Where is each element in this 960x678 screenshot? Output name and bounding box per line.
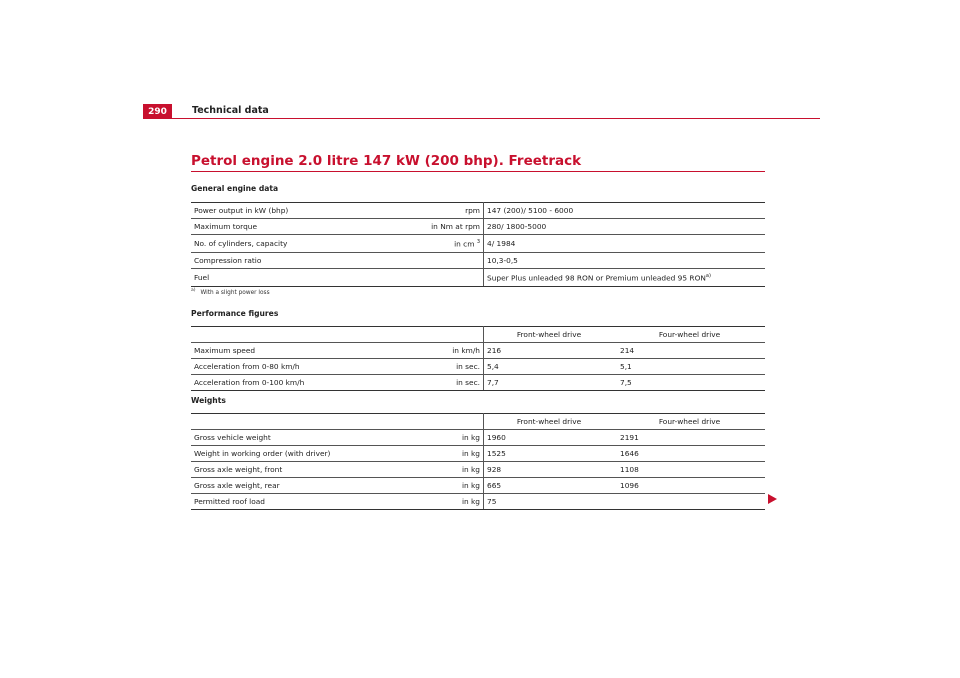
row-unit bbox=[397, 253, 484, 269]
row-label: Fuel bbox=[191, 269, 397, 287]
table-row bbox=[191, 478, 765, 494]
page-title: Petrol engine 2.0 litre 147 kW (200 bhp). Freetrack bbox=[191, 153, 582, 169]
weights-table bbox=[191, 413, 765, 510]
footnote-ref: a) bbox=[705, 272, 711, 279]
performance-heading: Performance figures bbox=[191, 309, 279, 318]
table-row bbox=[191, 375, 765, 391]
row-label: Power output in kW (bhp) bbox=[191, 203, 397, 219]
row-label: Gross axle weight, front bbox=[191, 462, 397, 478]
row-value: 280/ 1800-5000 bbox=[484, 219, 766, 235]
row-value: 147 (200)/ 5100 - 6000 bbox=[484, 203, 766, 219]
weights-heading: Weights bbox=[191, 396, 226, 405]
row-value: 10,3-0,5 bbox=[484, 253, 766, 269]
table-row bbox=[191, 235, 765, 253]
row-value-fwd: 216 bbox=[484, 343, 618, 359]
table-row bbox=[191, 430, 765, 446]
row-unit: in km/h bbox=[397, 343, 484, 359]
row-value-fwd: 75 bbox=[484, 494, 618, 510]
row-value-awd: 7,5 bbox=[617, 375, 765, 391]
row-unit: in sec. bbox=[397, 359, 484, 375]
row-label: Acceleration from 0-100 km/h bbox=[191, 375, 397, 391]
table-row bbox=[191, 253, 765, 269]
row-label: No. of cylinders, capacity bbox=[191, 235, 397, 253]
row-value-fwd: 928 bbox=[484, 462, 618, 478]
table-row bbox=[191, 343, 765, 359]
table-header-row bbox=[191, 414, 765, 430]
row-unit: in kg bbox=[397, 446, 484, 462]
table-row bbox=[191, 269, 765, 287]
row-unit: in kg bbox=[397, 478, 484, 494]
table-header-row bbox=[191, 327, 765, 343]
table-row bbox=[191, 219, 765, 235]
row-value: 4/ 1984 bbox=[484, 235, 766, 253]
row-unit bbox=[397, 235, 484, 253]
row-unit: in Nm at rpm bbox=[397, 219, 484, 235]
row-value-awd: 2191 bbox=[617, 430, 765, 446]
row-label: Gross axle weight, rear bbox=[191, 478, 397, 494]
footnote bbox=[191, 288, 270, 296]
unit-superscript: 3 bbox=[476, 238, 480, 245]
table-row bbox=[191, 446, 765, 462]
title-divider bbox=[191, 171, 765, 172]
table-row bbox=[191, 462, 765, 478]
section-title: Technical data bbox=[192, 105, 269, 116]
row-unit: rpm bbox=[397, 203, 484, 219]
row-value-fwd: 7,7 bbox=[484, 375, 618, 391]
row-label: Compression ratio bbox=[191, 253, 397, 269]
table-row bbox=[191, 203, 765, 219]
row-value-awd: 1646 bbox=[617, 446, 765, 462]
page-number: 290 bbox=[143, 104, 172, 119]
row-label: Maximum speed bbox=[191, 343, 397, 359]
row-unit: in kg bbox=[397, 494, 484, 510]
general-engine-data-heading: General engine data bbox=[191, 184, 279, 193]
row-unit bbox=[397, 269, 484, 287]
row-label: Gross vehicle weight bbox=[191, 430, 397, 446]
row-value-fwd: 1525 bbox=[484, 446, 618, 462]
footnote-mark: a) bbox=[191, 288, 196, 293]
header-divider bbox=[172, 118, 820, 119]
general-engine-data-table bbox=[191, 202, 765, 287]
triangle-right-icon[interactable] bbox=[768, 494, 777, 504]
row-value-awd: 214 bbox=[617, 343, 765, 359]
row-value-fwd: 665 bbox=[484, 478, 618, 494]
fuel-text: Super Plus unleaded 98 RON or Premium unleaded 95 RON bbox=[487, 273, 706, 283]
row-unit: in kg bbox=[397, 462, 484, 478]
row-label: Maximum torque bbox=[191, 219, 397, 235]
row-value-awd bbox=[617, 494, 765, 510]
footnote-text: With a slight power loss bbox=[200, 289, 270, 296]
column-header-awd: Four-wheel drive bbox=[617, 327, 765, 343]
performance-table bbox=[191, 326, 765, 391]
row-value-awd: 5,1 bbox=[617, 359, 765, 375]
row-label: Weight in working order (with driver) bbox=[191, 446, 397, 462]
column-header-fwd: Front-wheel drive bbox=[484, 414, 618, 430]
table-row bbox=[191, 494, 765, 510]
row-label: Permitted roof load bbox=[191, 494, 397, 510]
column-header-fwd: Front-wheel drive bbox=[484, 327, 618, 343]
row-unit: in sec. bbox=[397, 375, 484, 391]
row-value-fwd: 5,4 bbox=[484, 359, 618, 375]
column-header-awd: Four-wheel drive bbox=[617, 414, 765, 430]
row-value-fwd: 1960 bbox=[484, 430, 618, 446]
row-value bbox=[484, 269, 766, 287]
table-row bbox=[191, 359, 765, 375]
row-value-awd: 1096 bbox=[617, 478, 765, 494]
unit-text: in cm bbox=[454, 239, 475, 249]
row-value-awd: 1108 bbox=[617, 462, 765, 478]
row-label: Acceleration from 0-80 km/h bbox=[191, 359, 397, 375]
row-unit: in kg bbox=[397, 430, 484, 446]
